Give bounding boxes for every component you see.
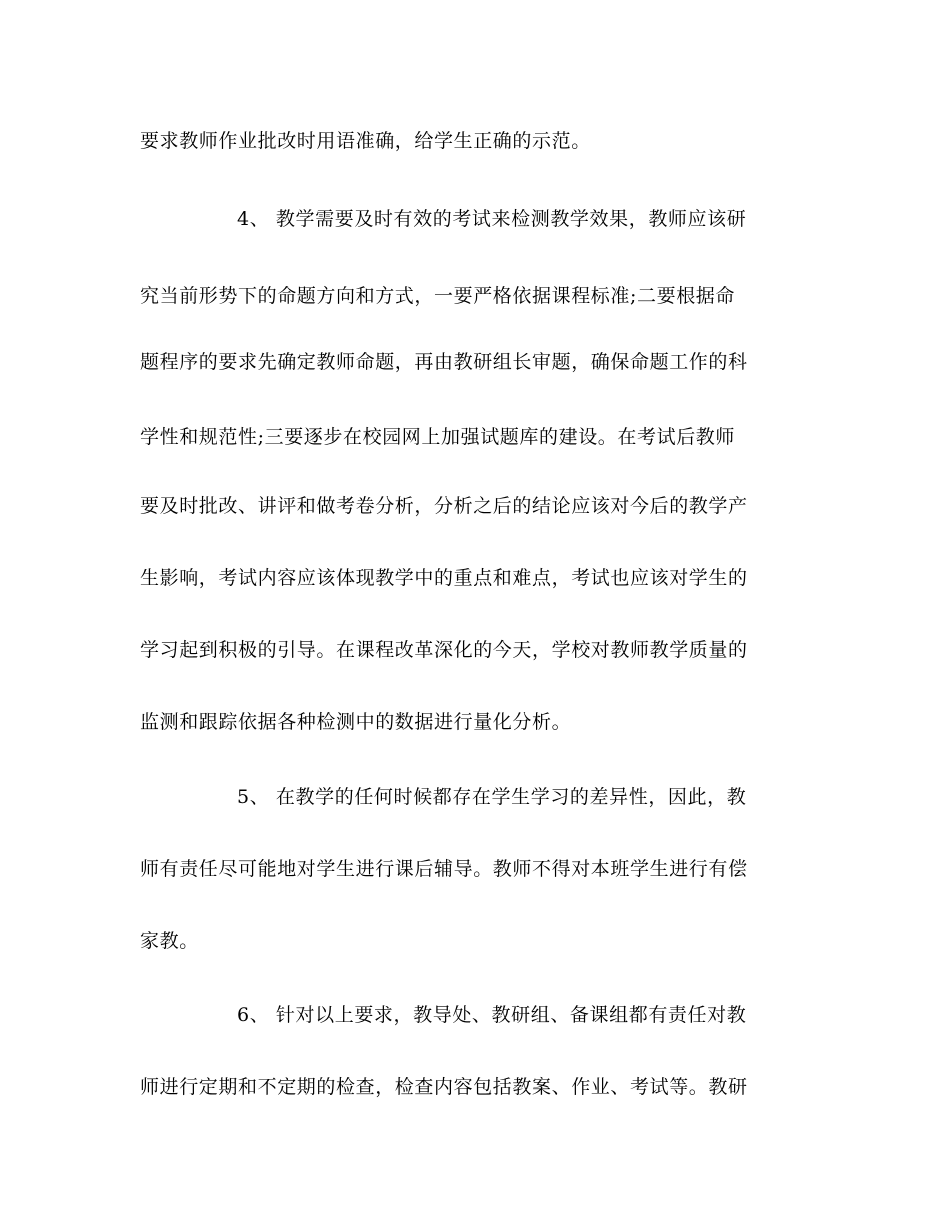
text-line: 究当前形势下的命题方向和方式，一要严格依据课程标准;二要根据命 xyxy=(140,285,736,307)
text-line: 家教。 xyxy=(140,930,199,952)
text-line: 学习起到积极的引导。在课程改革深化的今天，学校对教师教学质量的 xyxy=(140,639,748,661)
text-line-item-4: 4、 教学需要及时有效的考试来检测教学效果，教师应该研 xyxy=(237,208,747,230)
text-line: 师有责任尽可能地对学生进行课后辅导。教师不得对本班学生进行有偿 xyxy=(140,858,748,880)
text-line: 师进行定期和不定期的检查，检查内容包括教案、作业、考试等。教研 xyxy=(140,1076,748,1098)
text-line: 生影响，考试内容应该体现教学中的重点和难点，考试也应该对学生的 xyxy=(140,567,748,589)
text-line-item-6: 6、 针对以上要求，教导处、教研组、备课组都有责任对教 xyxy=(237,1004,747,1026)
text-line: 学性和规范性;三要逐步在校园网上加强试题库的建设。在考试后教师 xyxy=(140,426,736,448)
text-line-item-5: 5、 在教学的任何时候都存在学生学习的差异性，因此，教 xyxy=(237,786,747,808)
text-line: 要及时批改、讲评和做考卷分析，分析之后的结论应该对今后的教学产 xyxy=(140,495,748,517)
text-line: 监测和跟踪依据各种检测中的数据进行量化分析。 xyxy=(140,711,572,733)
text-line: 题程序的要求先确定教师命题，再由教研组长审题，确保命题工作的科 xyxy=(140,351,748,373)
text-line: 要求教师作业批改时用语准确，给学生正确的示范。 xyxy=(140,130,591,152)
